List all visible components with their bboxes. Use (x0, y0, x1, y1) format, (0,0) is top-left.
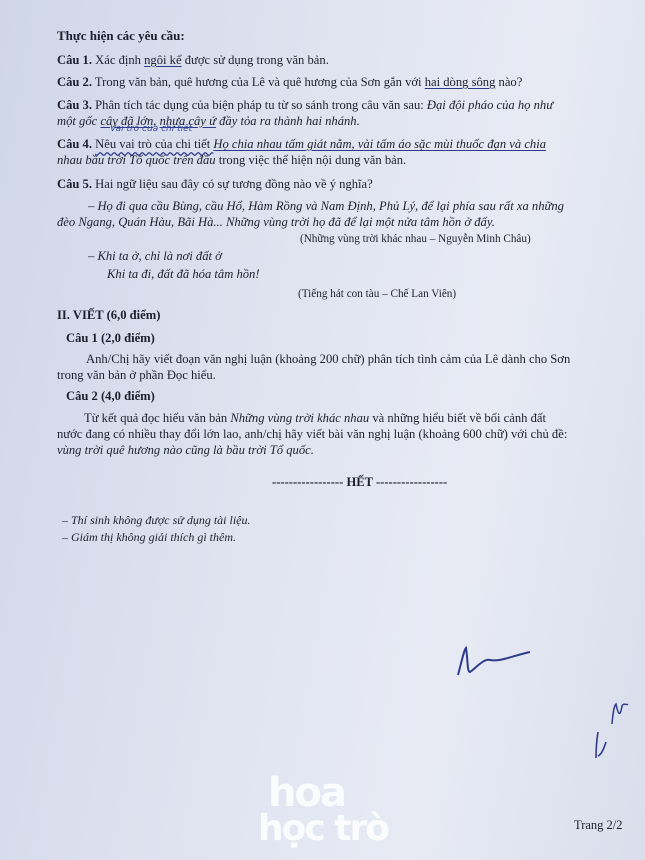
question-4-text: Nêu vai trò của chi tiết (95, 137, 214, 151)
writing-question-2-line-3: vùng trời quê hương nào cũng là bầu trời Tổ quốc. (57, 443, 314, 457)
signature-3 (590, 728, 614, 762)
note-2: – Giám thị không giải thích gì thêm. (62, 530, 236, 544)
quote-2-source: (Tiếng hát con tàu – Chế Lan Viên) (298, 288, 457, 300)
question-5-text: Hai ngữ liệu sau đây có sự tương đồng nào về ý nghĩa? (95, 177, 373, 191)
writing-question-2-text-b: và những hiểu biết về bối cảnh đất (369, 411, 546, 425)
question-1-label: Câu 1. (57, 53, 92, 67)
question-3-quote-underline-2: nhựa cây ứ (159, 114, 216, 128)
question-3-quote: Đại đội pháo của họ như (426, 98, 554, 112)
page-number: Trang 2/2 (574, 818, 623, 832)
quote-2-line-1: – Khi ta ở, chỉ là nơi đất ở (88, 249, 222, 263)
question-2-underline: hai dòng sông (424, 75, 496, 89)
question-1-text-end: được sử dụng trong văn bản. (181, 53, 329, 67)
question-4-label: Câu 4. (57, 137, 92, 151)
handwritten-note: Vai trò của chi tiết (110, 124, 193, 134)
question-4-text-end: trong việc thể hiện nội dung văn bản. (215, 153, 407, 167)
quote-2-line-2: Khi ta đi, đất đã hóa tâm hồn! (107, 267, 260, 281)
question-5 (57, 176, 373, 192)
section-2-title: II. VIẾT (6,0 điểm) (57, 308, 161, 322)
question-4-quote-cont: nhau bầu trời Tổ quốc trên đầu (57, 153, 216, 167)
question-3-quote-underline-1: cây đã lớn (100, 114, 154, 128)
question-3-text: Phân tích tác dụng của biện pháp tu từ so sánh trong câu văn sau: (95, 98, 427, 112)
question-2-text: Trong văn bản, quê hương của Lê và quê hương của Sơn gắn với (94, 75, 425, 89)
quote-1-line-2: đèo Ngang, Quán Hàu, Bãi Hà... Những vùng trời họ đã để lại một nửa tâm hồn ở đấy. (57, 215, 495, 229)
question-2-label: Câu 2. (57, 75, 92, 89)
writing-question-2-line-2: nước đang có nhiều thay đổi lớn lao, anh/chị hãy viết bài văn nghị luận (khoảng 600 chữ) với chủ đề: (57, 427, 568, 441)
end-mark: ----------------- HẾT ----------------- (272, 475, 448, 489)
writing-question-1-line-2: trong văn bản ở phần Đọc hiểu. (57, 368, 216, 382)
watermark-logo (258, 770, 388, 855)
watermark-line-2: học trò (258, 808, 388, 849)
question-1-underline: ngôi kể (144, 53, 182, 67)
watermark-line-1: hoa (268, 770, 345, 816)
writing-question-2-title-ref: Những vùng trời khác nhau (230, 411, 370, 425)
writing-question-2-text-a: Từ kết quả đọc hiểu văn bản (84, 411, 231, 425)
quote-1-source: (Những vùng trời khác nhau – Nguyễn Minh Châu) (300, 233, 531, 245)
writing-question-1-title: Câu 1 (2,0 điểm) (66, 331, 155, 345)
question-3-quote-b: , (153, 114, 160, 128)
question-4-line-1 (57, 136, 546, 152)
signature-1 (450, 640, 540, 685)
question-3-line-2 (57, 113, 360, 129)
question-1 (57, 52, 329, 68)
question-1-text: Xác định (95, 53, 145, 67)
question-3-quote-a: một gốc (57, 114, 101, 128)
writing-question-2-line-1 (84, 410, 546, 426)
question-3-line-1 (57, 97, 553, 113)
question-3-label: Câu 3. (57, 98, 92, 112)
question-4-line-2 (57, 152, 406, 168)
note-1: – Thí sinh không được sử dụng tài liệu. (62, 513, 251, 527)
question-4-quote: Họ chia nhau tấm giát nằm, vài tấm áo sặc mùi thuốc đạn và chia (213, 137, 547, 151)
heading: Thực hiện các yêu cầu: (57, 28, 185, 43)
question-2 (57, 74, 522, 90)
signature-2 (608, 700, 632, 728)
quote-1-line-1: – Họ đi qua cầu Bùng, cầu Hổ, Hàm Rồng và Nam Định, Phủ Lý, để lại phía sau rất xa những (88, 199, 564, 213)
writing-question-2-title: Câu 2 (4,0 điểm) (66, 389, 155, 403)
writing-question-1-line-1: Anh/Chị hãy viết đoạn văn nghị luận (khoảng 200 chữ) phân tích tình cảm của Lê dành cho Sơn (86, 352, 571, 366)
question-2-text-end: nào? (495, 75, 523, 89)
question-5-label: Câu 5. (57, 177, 92, 191)
question-3-quote-c: đầy tỏa ra thành hai nhánh. (215, 114, 360, 128)
